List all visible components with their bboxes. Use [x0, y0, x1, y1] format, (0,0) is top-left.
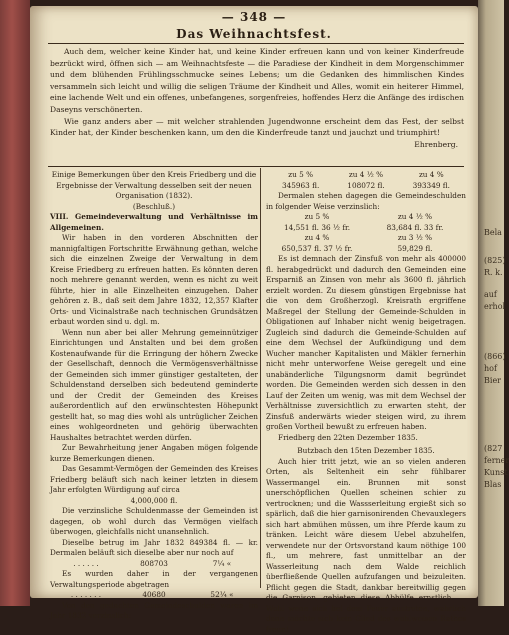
next-fragment: erhol: [484, 302, 505, 311]
left-paragraph-8: Von den gedachten Gemeindeschulden waren im Jahr 1832 verzinslich:: [50, 601, 258, 622]
next-fragment: Bela: [484, 228, 502, 237]
book-page: [30, 6, 478, 598]
left-paragraph-1: Wir haben in den vorderen Abschnitten der mannigfaltigen Fortschritte Erwähnung gethan, welche sich die einzelnen Zweige der Verwaltung in dem Kreise Friedberg zu erfreuen hatten. Es könnten deren noch mehrere genannt werden, wenn es nicht zu weit führte, hier in alle Einzelheiten einzugehen. Daher gehören z. B., daß seit dem Jahre 1832, 12,357 Klafter Orts- und Vicinalstraße nach technischen Grundsätzen erbaut worden sind u. dgl. m.: [50, 233, 258, 328]
debt-row-current-label: . . . . . .: [52, 559, 120, 570]
next-fragment: Blas: [484, 480, 501, 489]
next-fragment: Kunst: [484, 468, 507, 477]
intro-signature: Ehrenberg.: [50, 139, 464, 151]
debt-row-current-pct: 7¼ «: [188, 559, 256, 570]
right-column: [266, 170, 466, 590]
rate-head-1: zu 5 %: [268, 170, 333, 181]
intro-paragraph-2: Wie ganz anders aber — mit welcher strahlenden Jugendwonne erscheint dem das Fest, der selbst Kinder hat, der Kinder beschenken kann, um den die Kinderfreude tanzt und jauchzt und triumphirt!: [50, 116, 464, 139]
left-column: [50, 170, 258, 590]
rates-now2-values: [266, 244, 466, 255]
next-fragment: hof: [484, 364, 497, 373]
intro-section: [50, 46, 464, 150]
section-rule: [48, 166, 464, 167]
right-text-1: Dermalen stehen dagegen die Gemeindeschulden in folgender Weise verzinslich:: [266, 191, 466, 212]
now2-val-1: 650,537 fl. 37 ½ fr.: [268, 244, 366, 255]
now-val-1: 14,551 fl. 36 ½ fr.: [268, 223, 366, 234]
debt-row-current-value: 808703: [120, 559, 188, 570]
rates-now2-header: [266, 233, 466, 244]
report-heading: Butzbach den 15ten Dezember 1835.: [266, 446, 466, 457]
rates-1832-header: [266, 170, 466, 181]
now2-head-2: zu 3 ½ %: [366, 233, 464, 244]
now-val-2: 83,684 fl. 33 fr.: [366, 223, 464, 234]
left-paragraph-4: Das Gesammt-Vermögen der Gemeinden des Kreises Friedberg beläuft sich nach keiner letzten in diesem Jahr erfolgten Würdigung auf circa: [50, 464, 258, 496]
now-head-2: zu 4 ½ %: [366, 212, 464, 223]
intro-paragraph-1: Auch dem, welcher keine Kinder hat, und keine Kinder erfreuen kann und von keiner Kinderfreude bezrückt wird, öffnen sich — am Weihnachtsfeste — die Paradiese der Kindheit in dem Morgenschimmer und dem blühenden Frühlingsschmucke seines Lebens; um die Gedanken des himmlischen Kindes versammeln sich leicht und willig die seligen Träume der Kindheit und Alles, womit ein heiterer Himmel, eine lachende Welt und ein offenes, unbefangenes, sorgenfreies, hoffendes Herz die Anfänge des irdischen Daseyns verschönerten.: [50, 46, 464, 116]
rates-now-values: [266, 223, 466, 234]
date-line: Friedberg den 22ten Dezember 1835.: [266, 433, 466, 444]
next-fragment: Bier: [484, 376, 501, 385]
next-fragment: ferner: [484, 456, 509, 465]
rate-val-2: 108072 fl.: [333, 181, 398, 192]
rates-now-header: [266, 212, 466, 223]
left-paragraph-5: Die verzinsliche Schuldenmasse der Gemeinden ist dagegen, ob wohl durch das Vermögen vielfach überwogen, gleichfalls nicht unansehnlich.: [50, 506, 258, 538]
right-paragraph-1: Es ist demnach der Zinsfuß von mehr als 400000 fl. herabgedrückt und dadurch den Gemeinden eine Ersparniß an Zinsen von mehr als 3600 fl. jährlich erzielt worden. Zu diesem günstigen Ergebnisse hat die von dem Großherzogl. Kreisrath ergriffene Maßregel der Stellung der Gemeinde-Schulden in Obligationen auf Inhaber nicht wenig beigetragen. Zugleich sind dadurch die Gemeinde-Schulden auf eine dem Wechsel der Aufkündigung und dem Wucher mancher Kapitalisten und Mäkler fernerhin nicht mehr unterworfene Weise geregelt und eine unabänderliche Tilgungsnorm damit begründet worden. Die Gemeinden werden sich dessen in den Lauf der Zeiten um wenig, was mit dem Wechsel der Verhältnisse zuversichtlich zu erwarten steht, der Zinsfuß anderwärts wieder steigen wird, zu ihrem großen Vortheil bewußt zu erfreuen haben.: [266, 254, 466, 433]
column-divider: [260, 168, 261, 588]
next-fragment: auf: [484, 290, 497, 299]
next-fragment: (825): [484, 256, 506, 265]
page-number: — 348 —: [30, 10, 478, 24]
rate-head-2: zu 4 ½ %: [333, 170, 398, 181]
article-title: Das Weihnachtsfest.: [30, 27, 478, 41]
now2-head-1: zu 4 %: [268, 233, 366, 244]
left-paragraph-2: Wenn nun aber bei aller Mehrung gemeinnütziger Einrichtungen und Anstalten und bei dem großen Kostenaufwande für die Erringung der höhern Zwecke der Gesellschaft, dennoch die Vermögensverhältnisse der Gemeinden sich immer günstiger gestalteten, der Schuldenstand derselben sich bedeutend geminderte und der Credit der Gemeinden des Kreises außerordentlich auf den erwünschtesten Höhepunkt gestellt hat, so mag dies wohl als untrüglicher Zeichen eines wohlgeordneten und gehörig überwachten Haushaltes betrachtet werden dürfen.: [50, 328, 258, 444]
right-paragraph-2: Auch hier tritt jetzt, wie an so vielen anderen Orten, als Seltenheit ein sehr fühlbarer Wassermangel ein. Brunnen mit sonst unerschöpflichen Quellen scheinen schier zu vertrocknen; und die Wassserleitung ergießt sich so spärlich, daß die hier garnisonirenden Chevauxlegers sich hart abmühen müssen, um ihre Pferde kaum zu tränken. Leicht wäre diesem Uebel abzuhelfen, verwendete nur der Ortsvorstand kaum nöthige 100 fl., um mehrere, fast unmittelbar an der Wasserleitung nach dem Walde reichlich überfließende Quellen aufzufangen und beizuleiten. Pflicht gegen die Stadt, dankbar bereitwillig gegen die Garnison, gebieten diese Abhülfe ernstlich. — Wohl wenn sich bei dem Feuer austreten, wahrlich dann möchte sich kein Glied des wohlweisen Rathes freun!: [266, 457, 466, 635]
left-paragraph-7: Es wurden daher in der vergangenen Verwaltungsperiode abgetragen: [50, 569, 258, 590]
rate-head-3: zu 4 %: [399, 170, 464, 181]
rates-1832-values: [266, 181, 466, 192]
rate-val-1: 345963 fl.: [268, 181, 333, 192]
debt-row-repaid-pct: 52¼ «: [188, 590, 256, 601]
now2-val-2: 59,829 fl.: [366, 244, 464, 255]
total-assets: 4,000,000 fl.: [50, 496, 258, 507]
debt-row-current: [50, 559, 258, 570]
book-spine: [0, 0, 30, 606]
next-fragment: R. k.: [484, 268, 503, 277]
title-rule: [48, 43, 464, 44]
left-heading: Einige Bemerkungen über den Kreis Friedberg und die Ergebnisse der Verwaltung desselben seit der neuen Organisation (1832).: [50, 170, 258, 202]
debt-row-repaid: [50, 590, 258, 601]
next-page-edge: [478, 0, 504, 606]
debt-row-repaid-label: . . . . . . .: [52, 590, 120, 601]
next-fragment: (866): [484, 352, 506, 361]
left-continued: (Beschluß.): [50, 202, 258, 213]
next-fragment: (827: [484, 444, 502, 453]
section-title: VIII. Gemeindeverwaltung und Verhältnisse im Allgemeinen.: [50, 212, 258, 233]
rate-val-3: 393349 fl.: [399, 181, 464, 192]
now-head-1: zu 5 %: [268, 212, 366, 223]
left-paragraph-3: Zur Bewahrheitung jener Angaben mögen folgende kurze Bemerkungen dienen.: [50, 443, 258, 464]
debt-row-repaid-value: 40680: [120, 590, 188, 601]
left-paragraph-6: Dieselbe betrug im Jahr 1832 849384 fl. — kr. Dermalen beläuft sich dieselbe aber nur noch auf: [50, 538, 258, 559]
